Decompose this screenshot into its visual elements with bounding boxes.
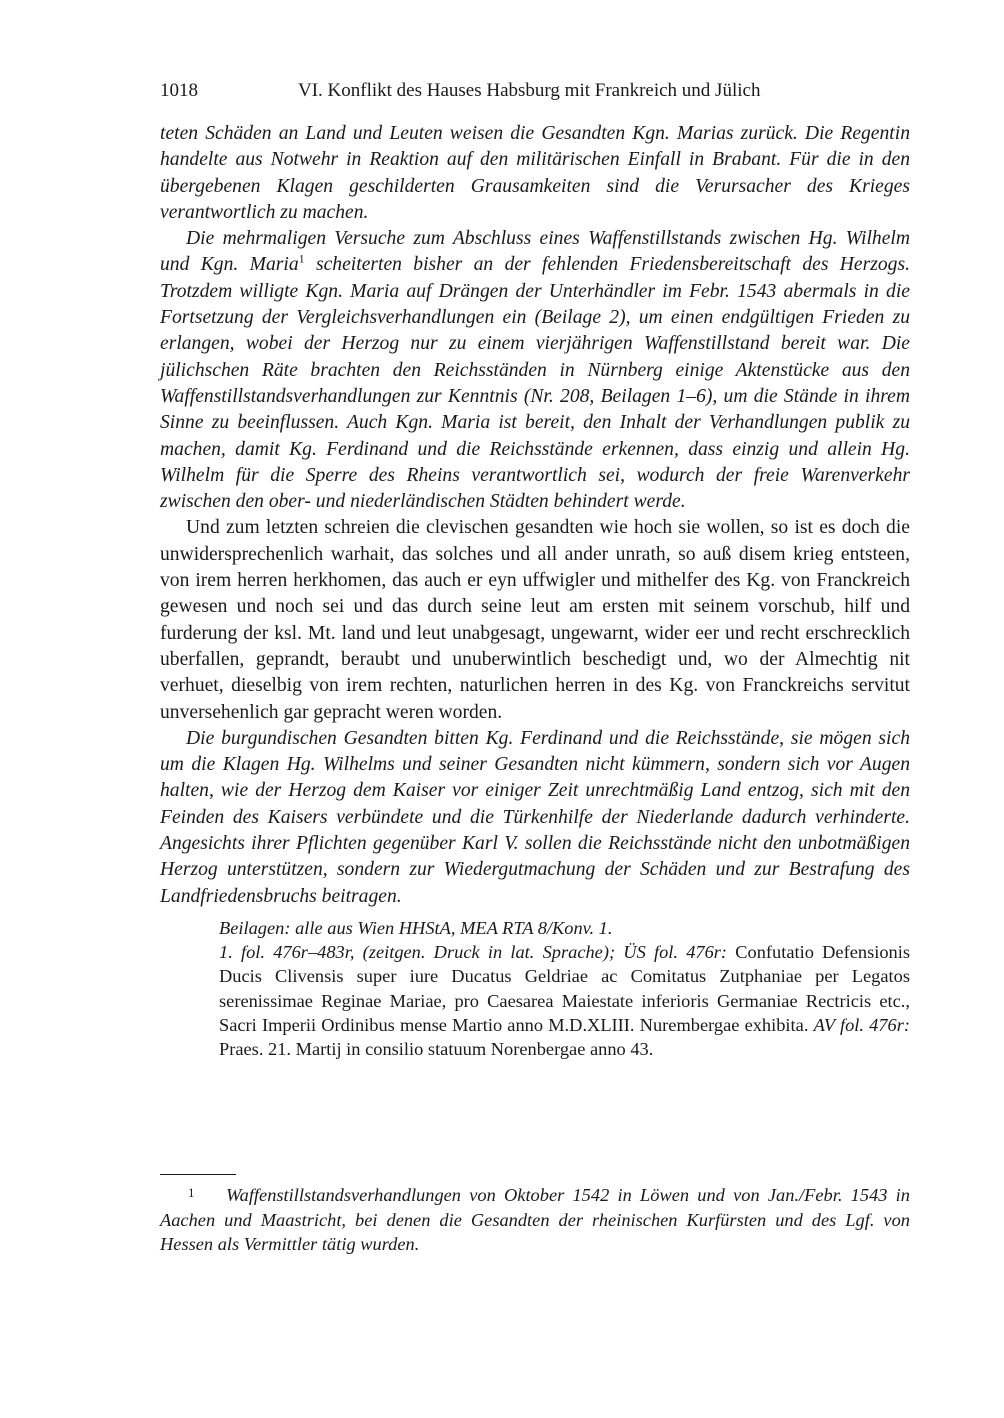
main-text (160, 121, 910, 1061)
paragraph-summary-2-part-b: scheiterten bisher an der fehlenden Friedensbereitschaft des Herzogs. Trotzdem willigte Kgn. Maria auf Drängen der Unterhändler im Febr. 1543 abermals in die Fortsetzung der Vergleichsverhandlungen ein (Beilage 2), um einen endgültigen Frieden zu erlangen, wobei der Herzog nur zu einem vierjährigen Waffenstillstand bereit war. Die jülichschen Räte brachten den Reichsständen in Nürnberg einige Aktenstücke aus den Waffenstillstandsverhandlungen zur Kenntnis (Nr. 208, Beilagen 1–6), um die Stände in ihrem Sinne zu beeinflussen. Auch Kgn. Maria ist bereit, den Inhalt der Verhandlungen publik zu machen, damit Kg. Ferdinand und die Reichsstände erkennen, dass einzig und allein Hg. Wilhelm für die Sperre des Rheins verantwortlich sei, wodurch der freie Warenverkehr zwischen den ober- und niederländischen Städten behindert werde. (160, 254, 911, 513)
appendix-item-1-source: 1. fol. 476r–483r, (zeitgen. Druck in lat. Sprache); ÜS fol. 476r: (219, 942, 728, 963)
page-header (160, 80, 910, 106)
paragraph-summary-2 (160, 226, 910, 515)
footnote-text: Waffenstillstandsverhandlungen von Oktober 1542 in Löwen und von Jan./Febr. 1543 in Aachen und Maastricht, bei denen die Gesandten der rheinischen Kurfürsten und des Lgf. von Hessen als Vermittler tätig wurden. (160, 1185, 910, 1255)
running-head: VI. Konflikt des Hauses Habsburg mit Frankreich und Jülich (298, 80, 761, 101)
page-number: 1018 (160, 80, 198, 101)
footnote (160, 1181, 910, 1257)
paragraph-summary-2-part-a: Die mehrmaligen Versuche zum Abschluss eines Waffenstillstands zwischen Hg. Wilhelm und Kgn. Maria (160, 228, 910, 276)
paragraph-summary-1: teten Schäden an Land und Leuten weisen die Gesandten Kgn. Marias zurück. Die Regentin handelte aus Notwehr in Reaktion auf den militärischen Einfall in Brabant. Für die in den übergebenen Klagen geschilderten Grausamkeiten sind die Verursacher des Krieges verantwortlich zu machen. (160, 123, 910, 223)
appendix-item-1-av-text: Praes. 21. Martij in consilio statuum Norenbergae anno 43. (219, 1038, 654, 1059)
appendix-item-1-av-label: AV fol. 476r: (813, 1014, 910, 1035)
appendix-heading: Beilagen: alle aus Wien HHStA, MEA RTA 8/Konv. 1. (219, 917, 613, 938)
appendix-item-1-title: Confutatio Defensionis Ducis Clivensis super iure Ducatus Geldriae ac Comitatus Zutphaniae per Legatos serenissimae Reginae Mariae, pro Caesarea Maiestate inferioris Germaniae Rectricis etc., Sacri Imperii Ordinibus mense Martio anno M.D.XLIII. Nurembergae exhibita. (219, 942, 910, 1035)
footnote-reference[interactable]: 1 (298, 251, 305, 266)
footnote-mark: 1 (188, 1185, 195, 1200)
appendix-item-1 (219, 940, 910, 1061)
paragraph-quotation: Und zum letzten schreien die clevischen gesandten wie hoch sie wollen, so ist es doch die unwidersprechenlich warhait, das solches und all ander unrath, so auß disem krieg entsteen, von irem herren herkhomen, das auch er eyn uffwigler und mithelfer des Kg. von Franckreich gewesen und noch sei und das durch seine leut am ersten mit seinem vorschub, hilf und furderung der ksl. Mt. land und leut unabgesagt, ungewarnt, wider eer und recht erschrecklich uberfallen, geprandt, beraubt und unuberwintlich beschedigt und, wo der Almechtig nit verhuet, dieselbig von irem rechten, naturlichen herren in des Kg. von Franckreichs servitut unversehenlich gar gepracht weren worden. (160, 517, 910, 723)
footnotes (160, 1181, 910, 1257)
footnote-divider (160, 1174, 236, 1175)
paragraph-summary-3: Die burgundischen Gesandten bitten Kg. Ferdinand und die Reichsstände, sie mögen sich um die Klagen Hg. Wilhelms und seiner Gesandten nicht kümmern, sondern sich vor Augen halten, wie der Herzog dem Kaiser vor einiger Zeit unrechtmäßig Land entzog, sich mit den Feinden des Kaisers verbündete und die Türkenhilfe der Niederlande dadurch verhinderte. Angesichts ihrer Pflichten gegenüber Karl V. sollen die Reichsstände nicht den unbotmäßigen Herzog unterstützen, sondern zur Wiedergutmachung der Schäden und zur Bestrafung des Landfriedensbruchs beitragen. (160, 727, 910, 907)
